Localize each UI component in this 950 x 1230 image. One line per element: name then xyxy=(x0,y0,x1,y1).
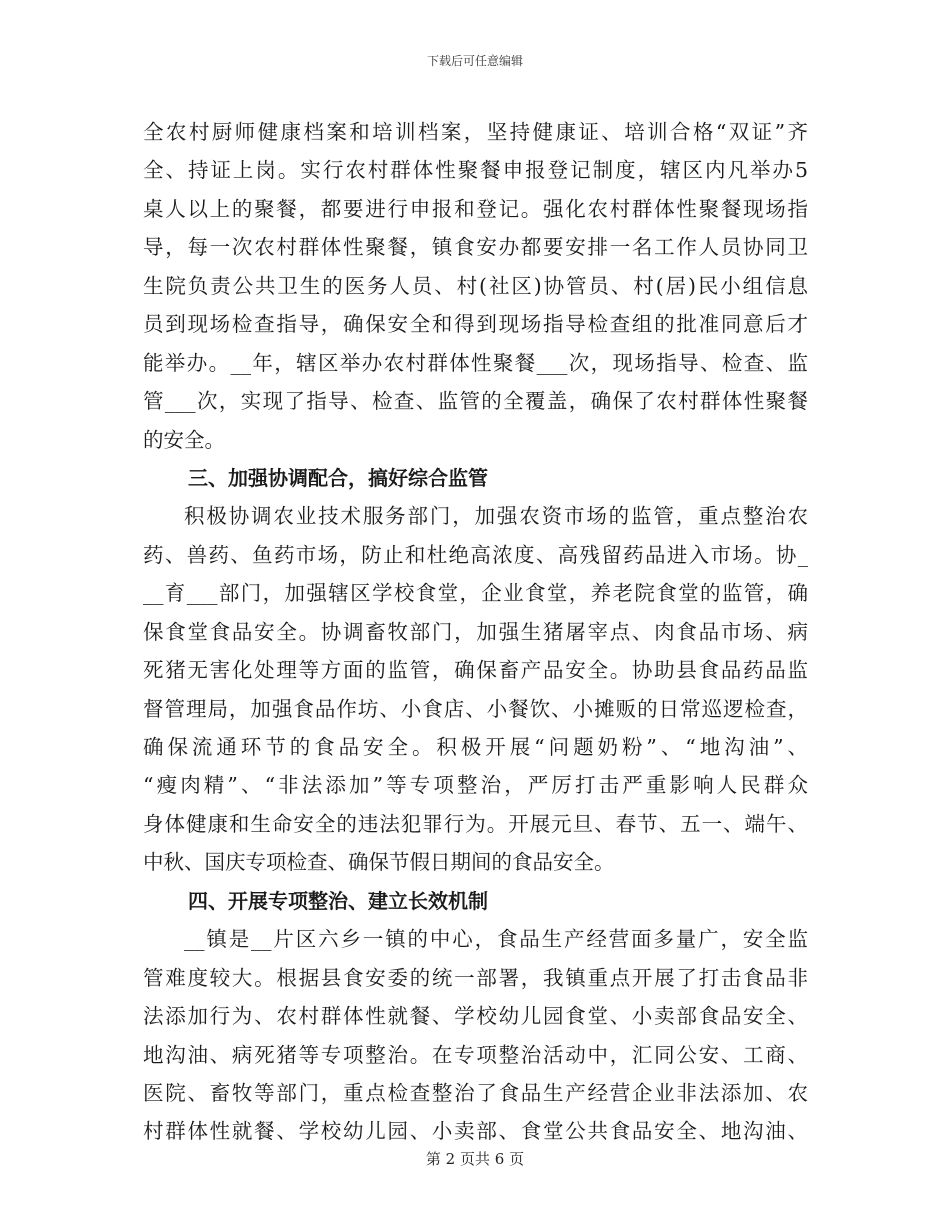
section-heading: 三、加强协调配合，搞好综合监管 xyxy=(188,465,488,490)
text-line: 村群体性就餐、学校幼儿园、小卖部、食堂公共食品安全、地沟油、 xyxy=(143,1119,808,1144)
text-line: “瘦肉精”、“非法添加”等专项整治，严厉打击严重影响人民群众 xyxy=(143,773,808,798)
text-line: 桌人以上的聚餐，都要进行申报和登记。强化农村群体性聚餐现场指 xyxy=(143,196,808,221)
text-line: 地沟油、病死猪等专项整治。在专项整治活动中，汇同公安、工商、 xyxy=(143,1042,808,1067)
text-line: 管___次，实现了指导、检查、监管的全覆盖，确保了农村群体性聚餐 xyxy=(143,389,808,414)
text-line: 死猪无害化处理等方面的监管，确保畜产品安全。协助县食品药品监 xyxy=(143,658,808,683)
text-line: __育___部门，加强辖区学校食堂，企业食堂，养老院食堂的监管，确 xyxy=(143,581,808,606)
text-line: 的安全。 xyxy=(143,427,225,452)
page-header: 下载后可任意编辑 xyxy=(426,54,523,68)
text-line: 生院负责公共卫生的医务人员、村(社区)协管员、村(居)民小组信息 xyxy=(143,273,808,298)
text-line: 全农村厨师健康档案和培训档案，坚持健康证、培训合格“双证”齐 xyxy=(143,120,808,144)
text-line: 能举办。__年，辖区举办农村群体性聚餐___次，现场指导、检查、监 xyxy=(143,350,808,375)
text-line: 督管理局，加强食品作坊、小食店、小餐饮、小摊贩的日常巡逻检查， xyxy=(143,696,808,721)
text-line: 员到现场检查指导，确保安全和得到现场指导检查组的批准同意后才 xyxy=(143,312,808,337)
text-line: 积极协调农业技术服务部门，加强农资市场的监管，重点整治农 xyxy=(184,504,808,529)
text-line: 中秋、国庆专项检查、确保节假日期间的食品安全。 xyxy=(143,850,615,875)
page-footer: 第 2 页共 6 页 xyxy=(425,1150,525,1168)
text-line: 法添加行为、农村群体性就餐、学校幼儿园食堂、小卖部食品安全、 xyxy=(143,1004,808,1029)
text-line: 保食堂食品安全。协调畜牧部门，加强生猪屠宰点、肉食品市场、病 xyxy=(143,619,808,644)
text-line: __镇是__片区六乡一镇的中心，食品生产经营面多量广，安全监 xyxy=(184,927,808,952)
section-heading: 四、开展专项整治、建立长效机制 xyxy=(188,888,488,913)
text-line: 管难度较大。根据县食安委的统一部署，我镇重点开展了打击食品非 xyxy=(143,965,808,990)
text-line: 导，每一次农村群体性聚餐，镇食安办都要安排一名工作人员协同卫 xyxy=(143,235,808,260)
text-line: 全、持证上岗。实行农村群体性聚餐申报登记制度，辖区内凡举办5 xyxy=(143,158,808,183)
document-body xyxy=(143,113,808,1151)
text-line: 身体健康和生命安全的违法犯罪行为。开展元旦、春节、五一、端午、 xyxy=(143,811,808,836)
text-line: 医院、畜牧等部门，重点检查整治了食品生产经营企业非法添加、农 xyxy=(143,1080,808,1105)
text-line: 药、兽药、鱼药市场，防止和杜绝高浓度、高残留药品进入市场。协_ xyxy=(143,542,808,567)
text-line: 确保流通环节的食品安全。积极开展“问题奶粉”、“地沟油”、 xyxy=(143,735,808,759)
